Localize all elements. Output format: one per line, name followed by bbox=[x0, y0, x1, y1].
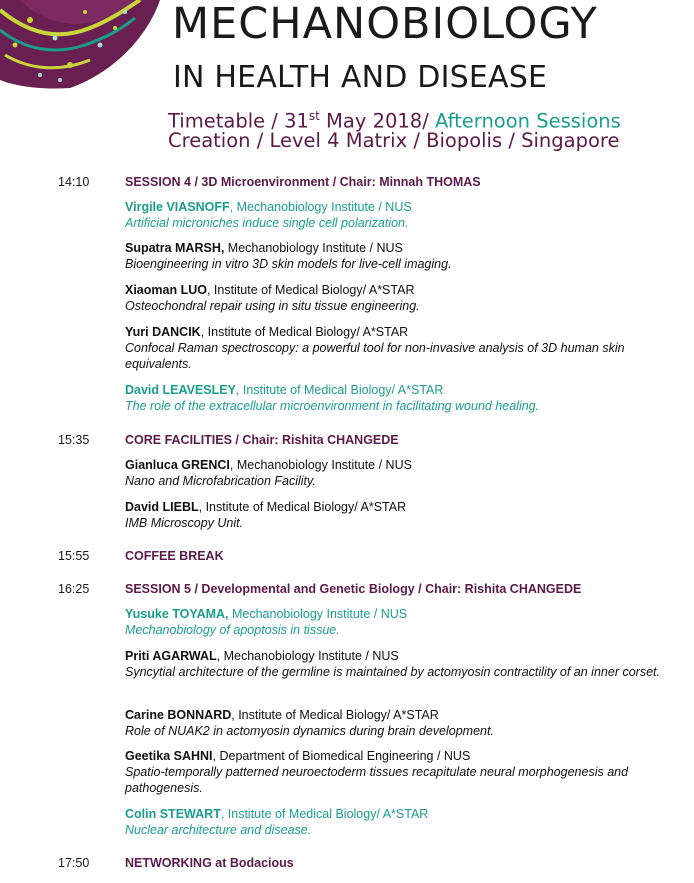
speaker-affiliation: , Institute of Medical Biology/ A*STAR bbox=[235, 383, 444, 397]
session-time: 17:50 bbox=[58, 856, 90, 870]
speaker-name: Xiaoman LUO bbox=[125, 283, 207, 297]
speaker-name: Supatra MARSH, bbox=[125, 241, 225, 255]
speaker-affiliation: Mechanobiology Institute / NUS bbox=[228, 607, 408, 621]
speaker-affiliation: , Department of Biomedical Engineering / NUS bbox=[212, 749, 471, 763]
speaker-affiliation: , Mechanobiology Institute / NUS bbox=[229, 458, 412, 472]
session-title: COFFEE BREAK bbox=[125, 549, 224, 563]
speaker-name: Colin STEWART bbox=[125, 807, 221, 821]
talk-title: Osteochondral repair using in situ tissue engineering. bbox=[125, 299, 420, 313]
page-title: MECHANOBIOLOGY bbox=[172, 0, 598, 49]
speaker-affiliation: , Institute of Medical Biology/ A*STAR bbox=[231, 708, 439, 722]
speaker-name: Yusuke TOYAMA, bbox=[125, 607, 229, 621]
speaker-affiliation: , Institute of Medical Biology/ A*STAR bbox=[198, 500, 407, 514]
talk-title: Nuclear architecture and disease. bbox=[125, 823, 312, 837]
logo-artwork bbox=[0, 0, 160, 90]
speaker-name: Geetika SAHNI bbox=[125, 749, 213, 763]
talk-item bbox=[125, 707, 685, 739]
talk-item bbox=[125, 282, 685, 314]
speaker-affiliation: Mechanobiology Institute / NUS bbox=[224, 241, 403, 255]
timetable-prefix: Timetable / 31 bbox=[168, 109, 309, 133]
speaker-name: Yuri DANCIK bbox=[125, 325, 201, 339]
speaker-affiliation: , Mechanobiology Institute / NUS bbox=[229, 200, 412, 214]
speaker-affiliation: , Institute of Medical Biology/ A*STAR bbox=[220, 807, 429, 821]
talk-item bbox=[125, 324, 685, 372]
session-title: SESSION 4 / 3D Microenvironment / Chair: Minnah THOMAS bbox=[125, 175, 481, 189]
session-time: 15:35 bbox=[58, 433, 90, 447]
talk-title: Nano and Microfabrication Facility. bbox=[125, 474, 316, 488]
talk-item bbox=[125, 748, 685, 796]
speaker-affiliation: , Institute of Medical Biology/ A*STAR bbox=[206, 283, 415, 297]
talk-item bbox=[125, 648, 685, 680]
talk-item bbox=[125, 606, 685, 638]
speaker-name: Virgile VIASNOFF bbox=[125, 200, 230, 214]
talk-title: Mechanobiology of apoptosis in tissue. bbox=[125, 623, 340, 637]
talk-item bbox=[125, 499, 685, 531]
venue-line: Creation / Level 4 Matrix / Biopolis / Singapore bbox=[168, 129, 620, 152]
talk-title: Syncytial architecture of the germline is maintained by actomyosin contractility of an inner corset. bbox=[125, 665, 660, 679]
session-time: 16:25 bbox=[58, 582, 90, 596]
speaker-name: Carine BONNARD bbox=[125, 708, 232, 722]
speaker-affiliation: , Institute of Medical Biology/ A*STAR bbox=[200, 325, 409, 339]
page-subtitle: IN HEALTH AND DISEASE bbox=[173, 60, 548, 95]
talk-item bbox=[125, 457, 685, 489]
talk-item bbox=[125, 240, 685, 272]
talk-title: Spatio-temporally patterned neuroectoderm tissues recapitulate neural morphogenesis and pathogenesis. bbox=[125, 765, 629, 795]
talk-title: Confocal Raman spectroscopy: a powerful tool for non-invasive analysis of 3D human skin equivalents. bbox=[125, 341, 625, 371]
talk-title: IMB Microscopy Unit. bbox=[125, 516, 244, 530]
talk-title: The role of the extracellular microenvironment in facilitating wound healing. bbox=[125, 399, 540, 413]
session-time: 14:10 bbox=[58, 175, 90, 189]
talk-item bbox=[125, 806, 685, 838]
session-time: 15:55 bbox=[58, 549, 90, 563]
talk-title: Artificial microniches induce single cell polarization. bbox=[125, 216, 409, 230]
speaker-name: Gianluca GRENCI bbox=[125, 458, 230, 472]
sessions-highlight: Afternoon Sessions bbox=[434, 109, 621, 133]
talk-item bbox=[125, 382, 685, 414]
speaker-affiliation: , Mechanobiology Institute / NUS bbox=[216, 649, 399, 663]
timetable-date-rest: May 2018/ bbox=[319, 109, 435, 133]
talk-title: Role of NUAK2 in actomyosin dynamics during brain development. bbox=[125, 724, 494, 738]
session-title: NETWORKING at Bodacious bbox=[125, 856, 294, 870]
session-title: SESSION 5 / Developmental and Genetic Biology / Chair: Rishita CHANGEDE bbox=[125, 582, 582, 596]
speaker-name: Priti AGARWAL bbox=[125, 649, 217, 663]
speaker-name: David LEAVESLEY bbox=[125, 383, 236, 397]
talk-item bbox=[125, 199, 685, 231]
talk-title: Bioengineering in vitro 3D skin models for live-cell imaging. bbox=[125, 257, 452, 271]
speaker-name: David LIEBL bbox=[125, 500, 199, 514]
date-ordinal: st bbox=[308, 109, 320, 123]
session-title: CORE FACILITIES / Chair: Rishita CHANGEDE bbox=[125, 433, 399, 447]
